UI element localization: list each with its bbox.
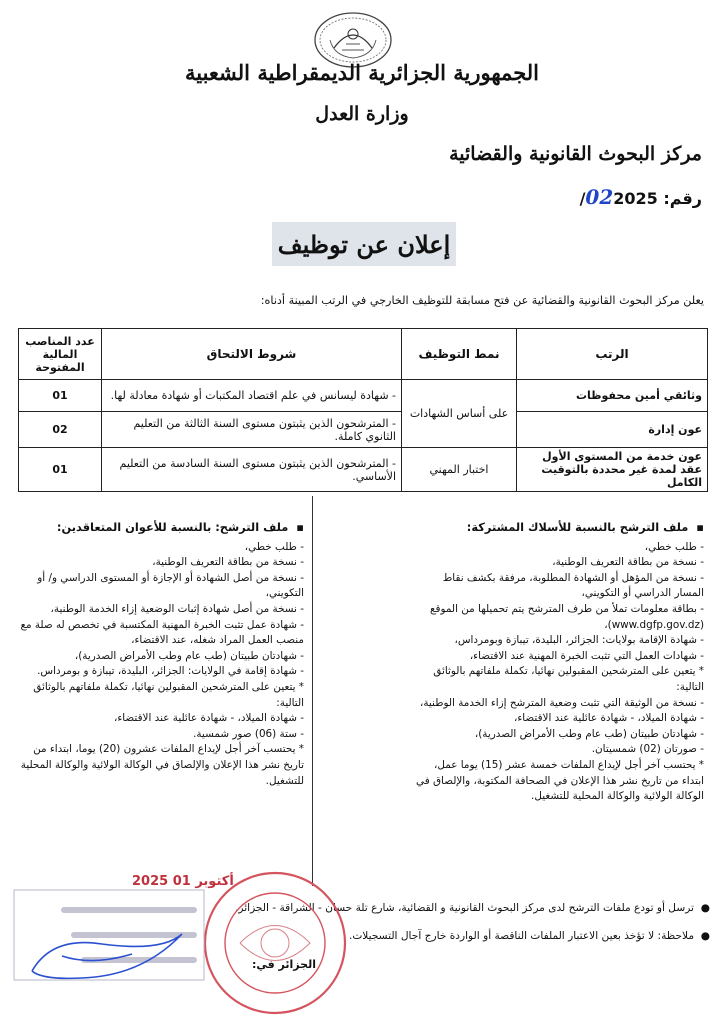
note: ● ملاحظة: لا تؤخذ بعين الاعتبار الملفات الناقصة أو الواردة خارج آجال التسجيلات. xyxy=(348,930,710,942)
table-row xyxy=(19,380,708,412)
table-header-row xyxy=(19,329,708,380)
posts-cell: 01 xyxy=(19,448,102,492)
list-item: - نسخة من المؤهل أو الشهادة المطلوبة، مرفقة بكشف نقاط المسار الدراسي أو التكويني، xyxy=(442,571,704,600)
issue-date: 2025 أكتوبر 01 xyxy=(132,874,234,889)
list-item: - شهادة الميلاد، - شهادة عائلية عند الاقتضاء، xyxy=(514,712,704,725)
list-item: - شهادة عمل تثبت الخبرة المهنية المكتسبة في تخصص له صلة مع منصب العمل المراد شغله، عند الاقتضاء، xyxy=(20,618,304,647)
common-corps-heading: ▪ ملف الترشح بالنسبة للأسلاك المشتركة: xyxy=(466,520,704,534)
contract-agents-file xyxy=(18,520,304,789)
list-item: - شهادة الميلاد، - شهادة عائلية عند الاقتضاء، xyxy=(114,712,304,725)
deadline-note: * يحتسب آخر أجل لإيداع الملفات عشرون (20) يوما، ابتداء من تاريخ نشر هذا الإعلان والإلصاق في الوكالة الولائية والوكالة المحلية للتشغيل. xyxy=(20,743,304,787)
list-item: - صورتان (02) شمسيتان. xyxy=(591,743,704,756)
grade-cell: وثائقي أمين محفوظات xyxy=(517,380,708,412)
list-item: - نسخة من الوثيقة التي تثبت وضعية المترشح إزاء الخدمة الوطنية، xyxy=(420,696,704,709)
grade-cell: عون إدارة xyxy=(517,412,708,448)
contract-agents-heading: ▪ ملف الترشح: بالنسبة للأعوان المتعاقدين: xyxy=(56,520,304,534)
reference-line xyxy=(580,185,702,209)
list-item: - شهادة الإقامة بولايات: الجزائر، البليدة، تيبازة وبومرداس، xyxy=(454,634,704,647)
ref-label: رقم: xyxy=(663,189,702,208)
ref-year: 2025/ xyxy=(579,189,658,208)
table-row xyxy=(19,448,708,492)
center-name: مركز البحوث القانونية والقضائية xyxy=(449,143,702,165)
col-header-mode: نمط التوظيف xyxy=(402,329,517,380)
list-item: - نسخة من بطاقة التعريف الوطنية، xyxy=(552,556,704,569)
announcement-title: إعلان عن توظيف xyxy=(272,222,456,266)
positions-table xyxy=(18,328,708,492)
republic-title: الجمهورية الجزائرية الديمقراطية الشعبية xyxy=(184,60,539,85)
grade-cell: عون خدمة من المستوى الأول عقد لمدة غير محددة بالتوقيت الكامل xyxy=(517,448,708,492)
list-item: - طلب خطي، xyxy=(644,540,704,553)
send-note: ● ترسل أو تودع ملفات الترشح لدى مركز البحوث القانونية و القضائية، شارع تلة حسان - الشراقة - الجزائر. xyxy=(234,902,710,914)
column-divider xyxy=(312,496,313,886)
list-item: - نسخة من أصل الشهادة أو الإجازة أو المستوى الدراسي و/ أو التكويني، xyxy=(37,571,304,600)
posts-cell: 02 xyxy=(19,412,102,448)
list-item: - شهادتان طبيتان (طب عام وطب الأمراض الصدرية)، xyxy=(74,649,304,662)
intro-text: يعلن مركز البحوث القانونية والقضائية عن فتح مسابقة للتوظيف الخارجي في الرتب المبينة أدناه: xyxy=(260,294,704,307)
official-seal-icon xyxy=(196,868,354,1018)
deadline-note: * يحتسب آخر أجل لإيداع الملفات خمسة عشر (15) يوما عمل، ابتداء من تاريخ نشر هذا الإعلان في الصحافة المكتوبة، والإلصاق في الوكالة الولائية والوكالة المحلية للتشغيل. xyxy=(416,758,704,803)
col-header-posts: عدد المناصب المالية المفتوحة xyxy=(19,329,102,380)
list-item: - نسخة من بطاقة التعريف الوطنية، xyxy=(152,556,304,569)
mode-cell: على أساس الشهادات xyxy=(402,380,517,448)
list-item: - شهادتان طبيتان (طب عام وطب الأمراض الصدرية)، xyxy=(474,727,704,740)
col-header-grade: الرتب xyxy=(517,329,708,380)
signature-icon xyxy=(22,916,192,996)
list-item: * يتعين على المترشحين المقبولين نهائيا، تكملة ملفاتهم بالوثائق التالية: xyxy=(33,680,304,709)
list-item: - بطاقة معلومات تملأ من طرف المترشح يتم تحميلها من الموقع (www.dgfp.gov.dz)، xyxy=(430,602,704,631)
list-item: - شهادات العمل التي تثبت الخبرة المهنية عند الاقتضاء، xyxy=(469,649,704,662)
list-item: - شهادة إقامة في الولايات: الجزائر، البليدة، تيبازة و بومرداس. xyxy=(37,665,304,678)
table-row xyxy=(19,412,708,448)
conditions-cell: - المترشحون الذين يثبتون مستوى السنة السادسة من التعليم الأساسي. xyxy=(102,448,402,492)
ministry-title: وزارة العدل xyxy=(315,103,409,125)
ref-number: 02 xyxy=(585,185,614,209)
conditions-cell: - المترشحون الذين يثبتون مستوى السنة الثالثة من التعليم الثانوي كاملة. xyxy=(102,412,402,448)
conditions-cell: - شهادة ليسانس في علم اقتصاد المكتبات أو شهادة معادلة لها. xyxy=(102,380,402,412)
list-item: * يتعين على المترشحين المقبولين نهائيا، تكملة ملفاتهم بالوثائق التالية: xyxy=(433,665,704,693)
list-item: - ستة (06) صور شمسية. xyxy=(193,727,304,740)
place-label: الجزائر في: xyxy=(252,958,316,971)
list-item: - نسخة من أصل شهادة إثبات الوضعية إزاء الخدمة الوطنية، xyxy=(50,602,304,615)
common-corps-file xyxy=(414,520,704,805)
mode-cell: اختبار المهني xyxy=(402,448,517,492)
posts-cell: 01 xyxy=(19,380,102,412)
col-header-conditions: شروط الالتحاق xyxy=(102,329,402,380)
list-item: - طلب خطي، xyxy=(244,540,304,553)
